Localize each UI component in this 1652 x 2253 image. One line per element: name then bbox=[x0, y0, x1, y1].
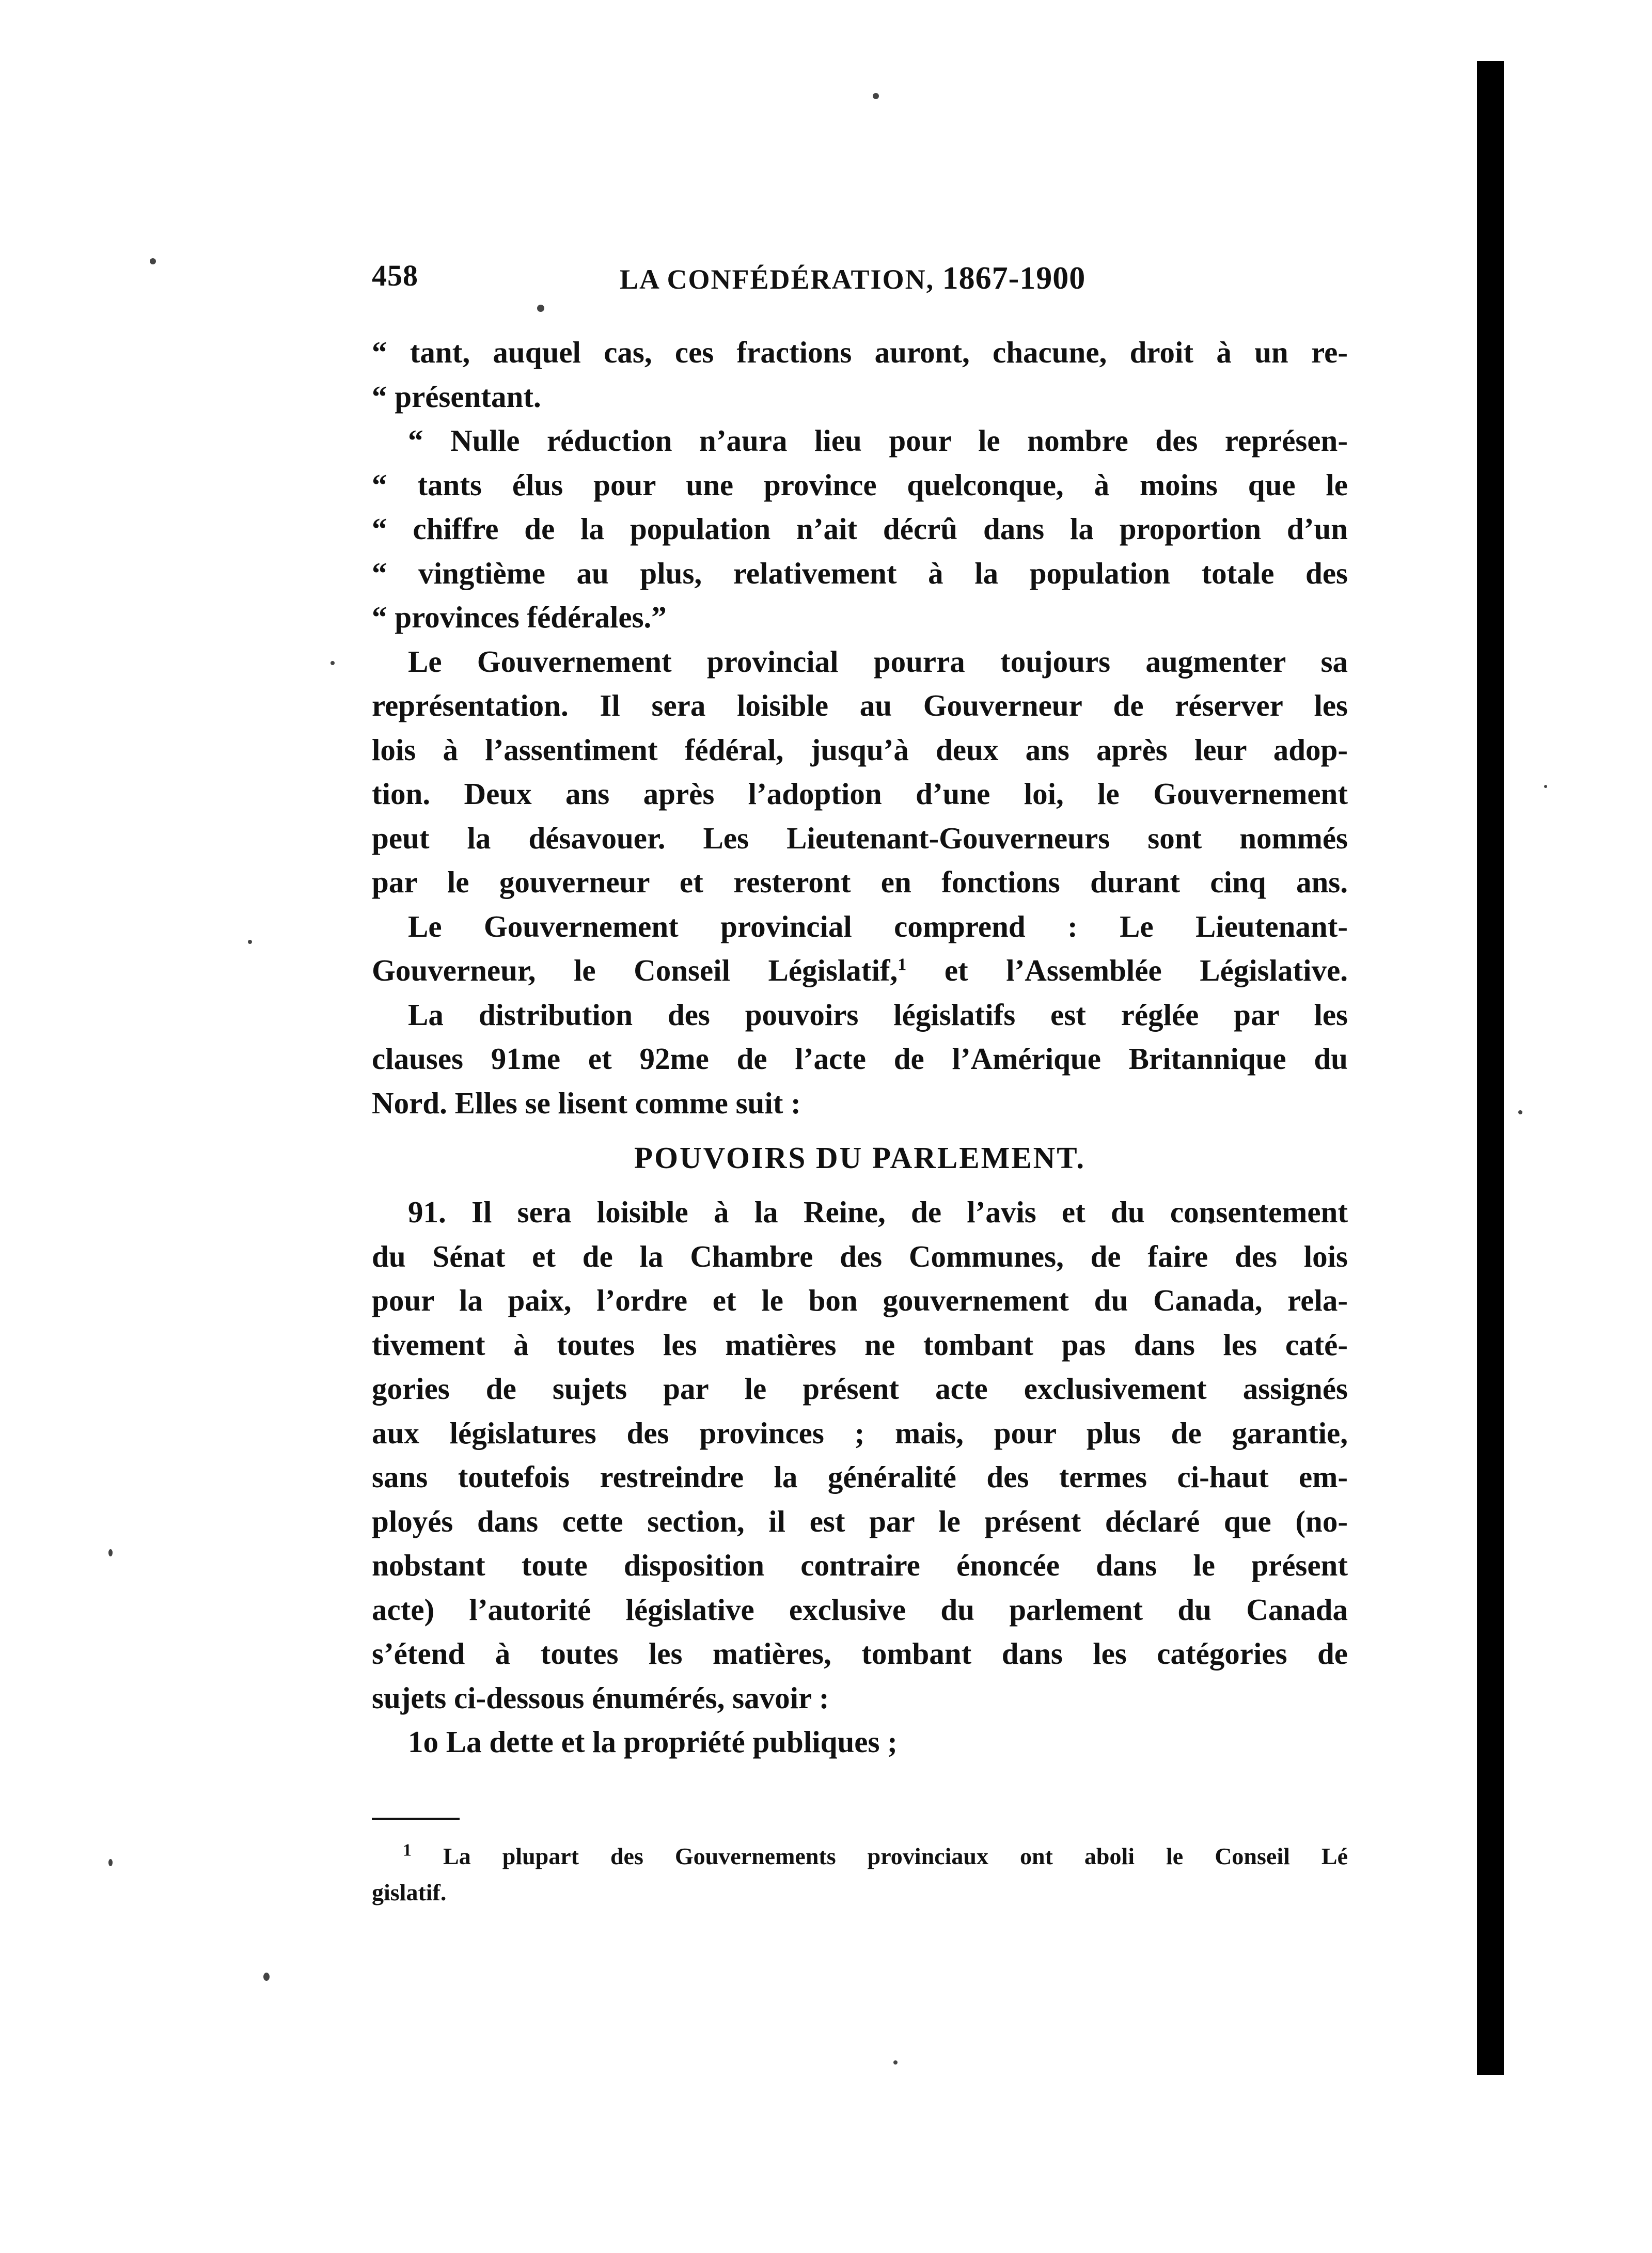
text-line: pour la paix, l’ordre et le bon gouvernement du Canada, rela- bbox=[372, 1283, 1348, 1317]
print-speck bbox=[1544, 785, 1547, 788]
print-speck bbox=[263, 1973, 270, 1981]
text-line: du Sénat et de la Chambre des Communes, de faire des lois bbox=[372, 1239, 1348, 1273]
footnote-marker: 1 bbox=[403, 1840, 412, 1860]
text-line: “ provinces fédérales.” bbox=[372, 600, 667, 634]
print-speck bbox=[331, 661, 335, 665]
text-line: 1o La dette et la propriété publiques ; bbox=[408, 1725, 898, 1759]
text-line: nobstant toute disposition contraire énoncée dans le présent bbox=[372, 1548, 1348, 1582]
print-speck bbox=[248, 940, 252, 944]
text-line: “ présentant. bbox=[372, 379, 541, 414]
print-speck bbox=[1518, 1110, 1522, 1114]
text-line: Le Gouvernement provincial pourra toujours augmenter sa bbox=[408, 644, 1348, 679]
text-line: représentation. Il sera loisible au Gouverneur de réserver les bbox=[372, 688, 1348, 722]
page-header bbox=[372, 258, 1146, 305]
text-line: “ chiffre de la population n’ait décrû dans la proportion d’un bbox=[372, 512, 1348, 546]
text-line: acte) l’autorité législative exclusive du parlement du Canada bbox=[372, 1592, 1348, 1627]
text-line: tivement à toutes les matières ne tombant pas dans les caté- bbox=[372, 1327, 1348, 1362]
text-line: ployés dans cette section, il est par le présent déclaré que (no- bbox=[372, 1504, 1348, 1538]
text-line-part: Gouverneur, le Conseil Législatif, bbox=[372, 953, 898, 987]
text-line bbox=[372, 949, 1348, 993]
footnote bbox=[372, 1838, 1348, 1911]
text-line: lois à l’assentiment fédéral, jusqu’à deux ans après leur adop- bbox=[372, 732, 1348, 767]
page-edge-shadow bbox=[1477, 61, 1504, 2075]
text-line: “ vingtième au plus, relativement à la population totale des bbox=[372, 556, 1348, 590]
running-title-text: LA CONFÉDÉRATION, bbox=[620, 264, 935, 295]
text-line-part: et l’Assemblée Législative. bbox=[944, 953, 1348, 987]
page-number: 458 bbox=[372, 259, 418, 292]
print-speck bbox=[893, 2060, 898, 2065]
text-line: La distribution des pouvoirs législatifs est réglée par les bbox=[408, 997, 1348, 1032]
body-text bbox=[372, 330, 1348, 1764]
footnote-rule bbox=[372, 1818, 460, 1820]
footnote-line bbox=[372, 1838, 1348, 1874]
text-line: clauses 91me et 92me de l’acte de l’Amérique Britannique du bbox=[372, 1042, 1348, 1076]
print-speck bbox=[108, 1549, 113, 1556]
footnote-text: La plupart des Gouvernements provinciaux ont aboli le Conseil Lé bbox=[443, 1843, 1348, 1869]
text-line: sans toutefois restreindre la généralité des termes ci-haut em- bbox=[372, 1460, 1348, 1494]
text-line: “ Nulle réduction n’aura lieu pour le nombre des représen- bbox=[408, 423, 1348, 458]
text-line: tion. Deux ans après l’adoption d’une loi, le Gouvernement bbox=[372, 777, 1348, 811]
text-line: aux législatures des provinces ; mais, pour plus de garantie, bbox=[372, 1415, 1348, 1450]
text-line: peut la désavouer. Les Lieutenant-Gouverneurs sont nommés bbox=[372, 821, 1348, 855]
footnote-line: gislatif. bbox=[372, 1879, 447, 1905]
text-line: Le Gouvernement provincial comprend : Le Lieutenant- bbox=[408, 909, 1348, 943]
text-line: “ tants élus pour une province quelconque, à moins que le bbox=[372, 467, 1348, 502]
section-heading: POUVOIRS DU PARLEMENT. bbox=[634, 1141, 1085, 1175]
text-line: s’étend à toutes les matières, tombant dans les catégories de bbox=[372, 1636, 1348, 1671]
print-speck bbox=[150, 258, 156, 264]
running-title bbox=[620, 260, 1085, 297]
text-line: gories de sujets par le présent acte exclusivement assignés bbox=[372, 1372, 1348, 1406]
print-speck bbox=[873, 93, 879, 99]
footnote-reference: 1 bbox=[898, 955, 907, 974]
text-line: sujets ci-dessous énumérés, savoir : bbox=[372, 1680, 829, 1715]
text-line: par le gouverneur et resteront en fonctions durant cinq ans. bbox=[372, 865, 1348, 899]
print-speck bbox=[537, 305, 544, 312]
print-speck bbox=[108, 1859, 113, 1866]
text-line: 91. Il sera loisible à la Reine, de l’avis et du consentement bbox=[408, 1195, 1348, 1229]
text-line: “ tant, auquel cas, ces fractions auront, chacune, droit à un re- bbox=[372, 335, 1348, 369]
running-title-years: 1867-1900 bbox=[942, 261, 1086, 296]
text-line: Nord. Elles se lisent comme suit : bbox=[372, 1085, 801, 1120]
